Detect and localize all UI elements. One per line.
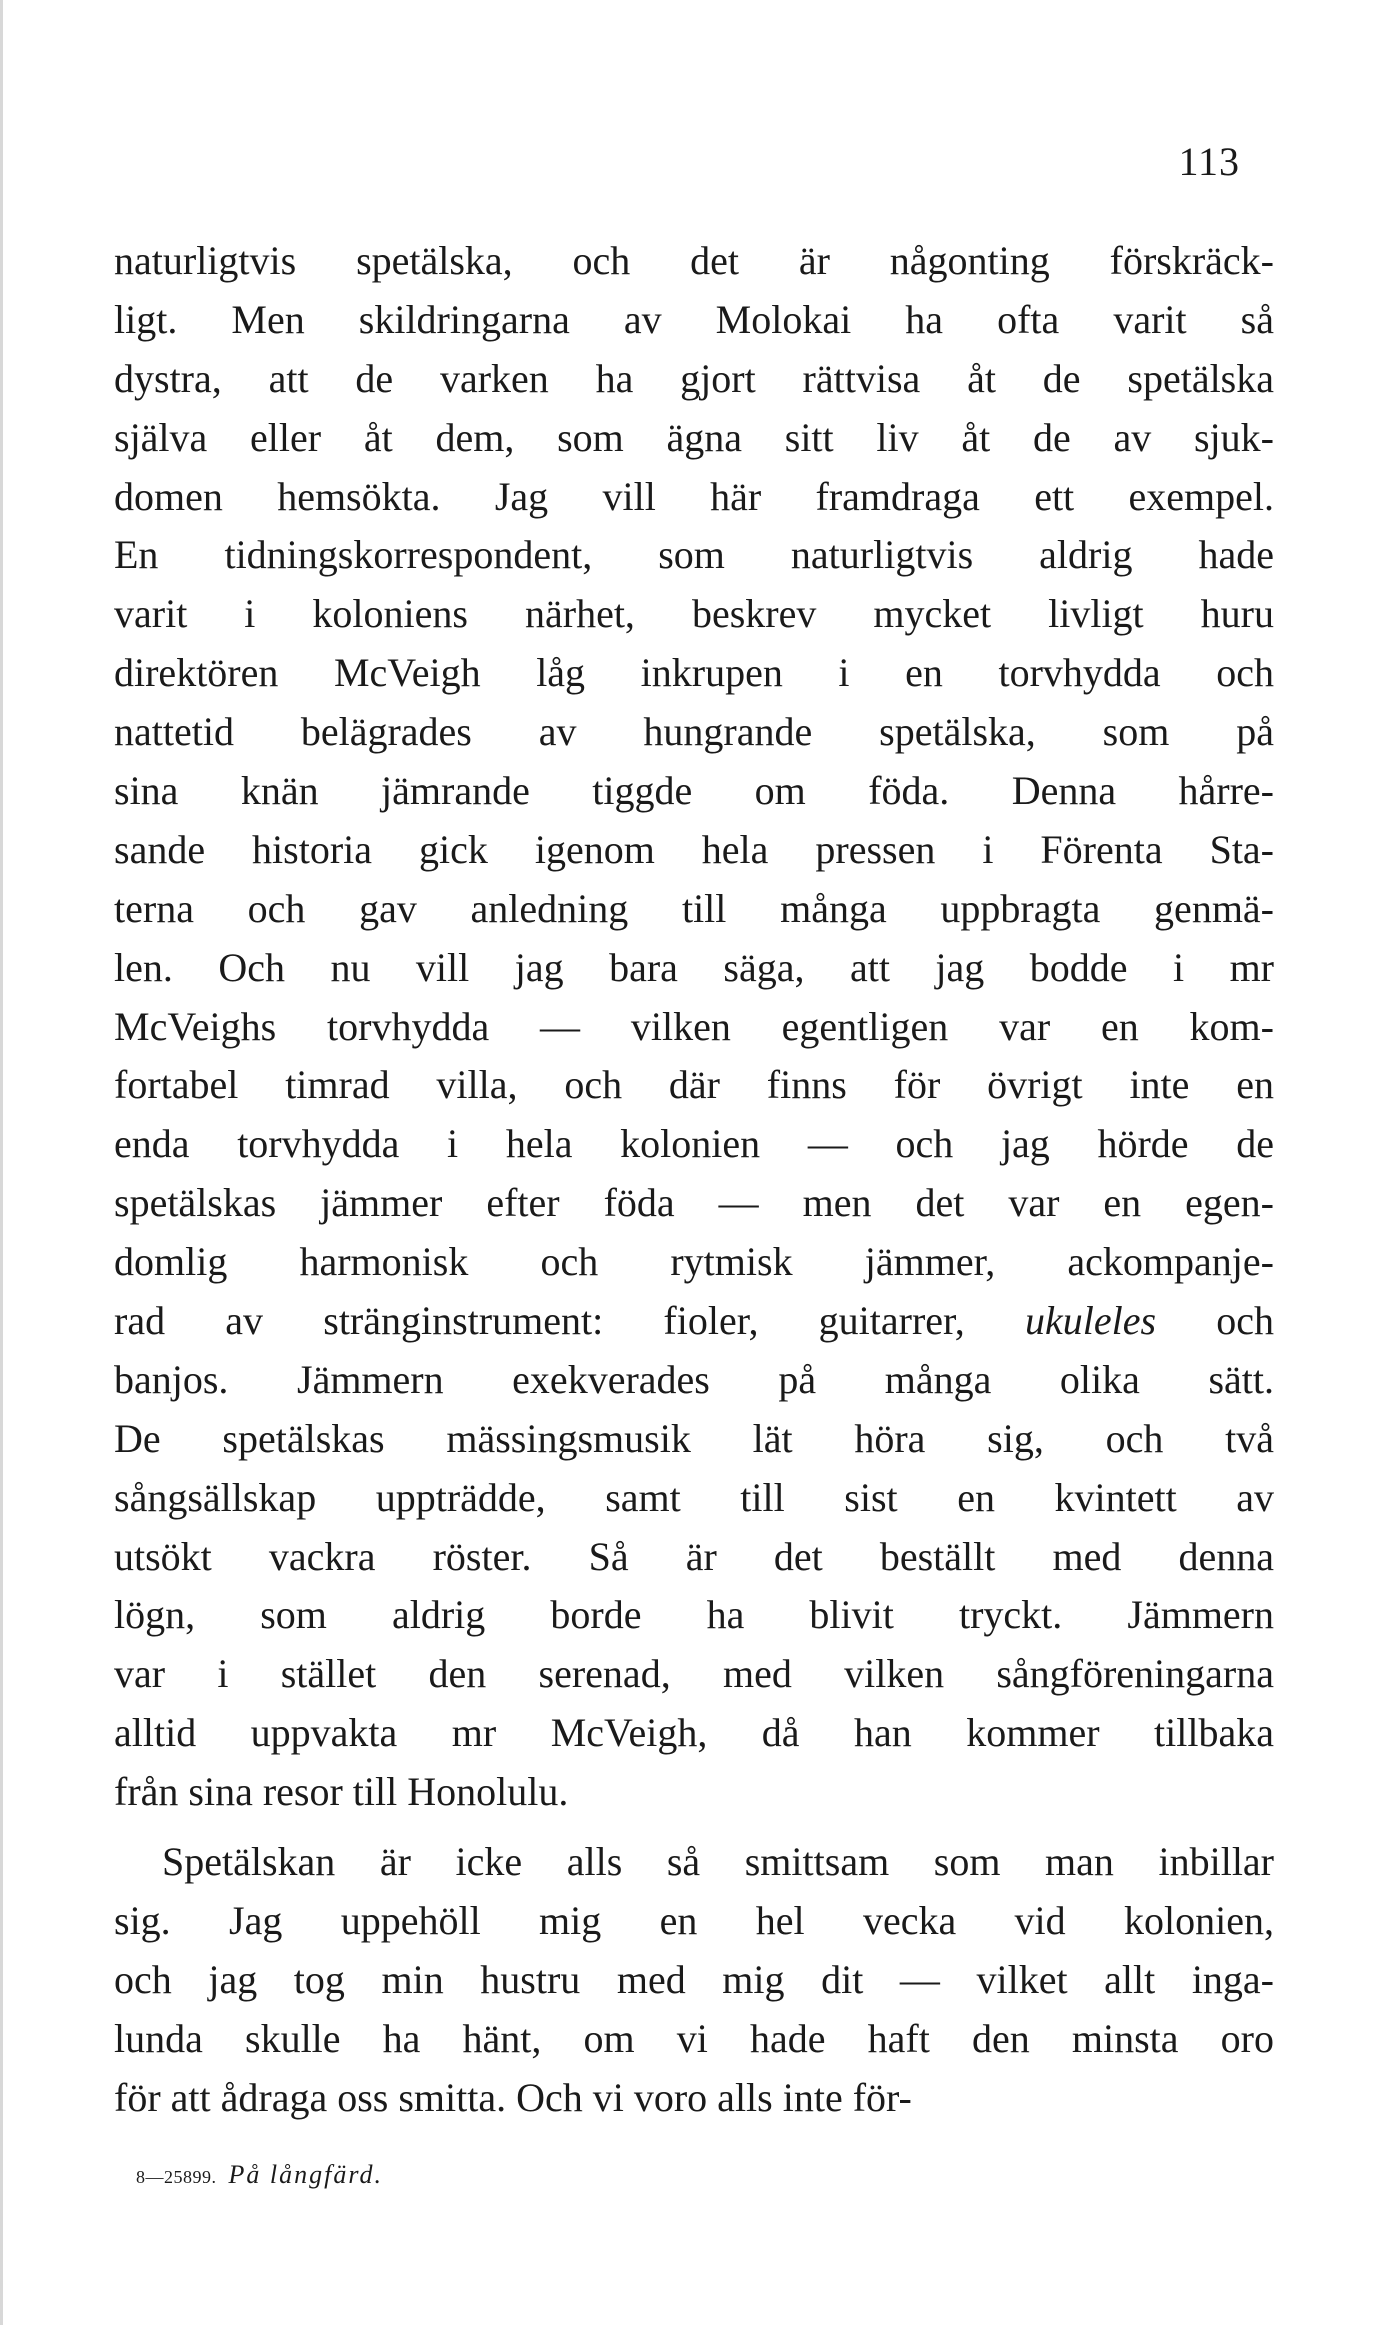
text-line: lunda skulle ha hänt, om vi hade haft den minsta oro: [114, 2015, 1274, 2061]
text-line: domlig harmonisk och rytmisk jämmer, ackompanje-: [114, 1239, 1274, 1285]
text-line: och jag tog min hustru med mig dit — vilket allt inga-: [114, 1956, 1274, 2002]
text-line: sina knän jämrande tiggde om föda. Denna hårre-: [114, 768, 1274, 814]
text-line: var i stället den serenad, med vilken sångföreningarna: [114, 1651, 1274, 1697]
footer: [136, 2158, 383, 2194]
text-line: ligt. Men skildringarna av Molokai ha ofta varit så: [114, 296, 1274, 342]
text-line: utsökt vackra röster. Så är det beställt med denna: [114, 1533, 1274, 1579]
text-run: och: [1156, 1298, 1274, 1344]
text-line: nattetid belägrades av hungrande spetälska, som på: [114, 709, 1274, 755]
text-run: rad av stränginstrument: fioler, guitarrer,: [114, 1298, 1025, 1344]
text-line: alltid uppvakta mr McVeigh, då han kommer tillbaka: [114, 1710, 1274, 1756]
text-line: spetälskas jämmer efter föda — men det var en egen-: [114, 1180, 1274, 1226]
signature-mark: 8—25899.: [136, 2167, 217, 2187]
text-line: McVeighs torvhydda — vilken egentligen var en kom-: [114, 1003, 1274, 1049]
text-line: naturligtvis spetälska, och det är någonting förskräck-: [114, 238, 1274, 283]
text-line: De spetälskas mässingsmusik lät höra sig, och två: [114, 1415, 1274, 1461]
text-line: sande historia gick igenom hela pressen i Förenta Sta-: [114, 826, 1274, 872]
text-line: direktören McVeigh låg inkrupen i en torvhydda och: [114, 650, 1274, 696]
paragraph: [114, 232, 1274, 1822]
text-line: enda torvhydda i hela kolonien — och jag hörde de: [114, 1121, 1274, 1167]
footer-title: På långfärd.: [228, 2160, 383, 2189]
text-line: Spetälskan är icke alls så smittsam som man inbillar: [162, 1839, 1274, 1885]
body-text: [114, 232, 1274, 2128]
text-line: terna och gav anledning till många uppbragta genmä-: [114, 885, 1274, 931]
text-line: len. Och nu vill jag bara säga, att jag bodde i mr: [114, 944, 1274, 990]
italic-word: ukuleles: [1024, 1298, 1157, 1344]
page-edge: [0, 0, 3, 2325]
text-line: varit i koloniens närhet, beskrev mycket livligt huru: [114, 591, 1274, 637]
text-line: sångsällskap uppträdde, samt till sist en kvintett av: [114, 1474, 1274, 1520]
text-line: för att ådraga oss smitta. Och vi voro alls inte för-: [114, 2074, 912, 2120]
page-number: 113: [1178, 139, 1240, 184]
text-line: själva eller åt dem, som ägna sitt liv åt de av sjuk-: [114, 414, 1274, 460]
text-line: domen hemsökta. Jag vill här framdraga ett exempel.: [114, 473, 1274, 519]
text-line: sig. Jag uppehöll mig en hel vecka vid kolonien,: [114, 1897, 1274, 1943]
text-line: En tidningskorrespondent, som naturligtvis aldrig hade: [114, 532, 1274, 578]
text-line: från sina resor till Honolulu.: [114, 1769, 569, 1815]
text-line: fortabel timrad villa, och där finns för övrigt inte en: [114, 1062, 1274, 1108]
paragraph: [114, 1833, 1274, 2127]
text-line: [114, 1292, 1274, 1351]
text-line: banjos. Jämmern exekverades på många olika sätt.: [114, 1356, 1274, 1402]
text-line: dystra, att de varken ha gjort rättvisa åt de spetälska: [114, 355, 1274, 401]
text-line: lögn, som aldrig borde ha blivit tryckt. Jämmern: [114, 1592, 1274, 1638]
